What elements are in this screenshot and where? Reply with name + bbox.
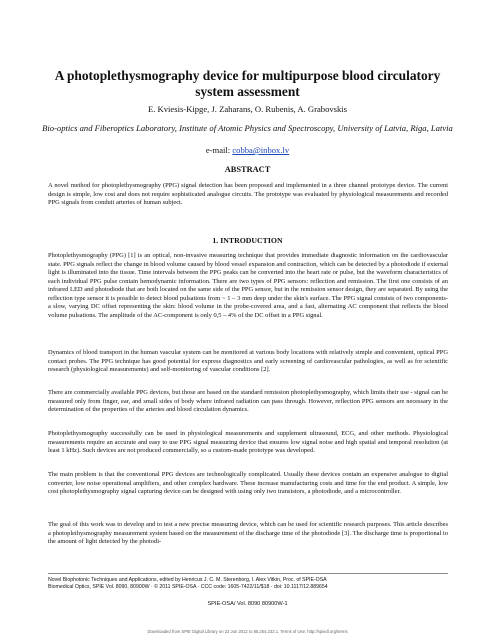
footnote <box>48 577 448 591</box>
paragraph: Photoplethysmography successfully can be used in physiological measurements and supplement ultrasound, ECG, and other methods. Physiological measurements require an accurate and easy to use PPG signal measuring device that ensures low signal noise and high spatial and temporal resolution (at least 1 kHz). Such devices are not produced commercially, so a custom-made prototype was developed. <box>48 430 448 454</box>
footnote-line: Biomedical Optics, SPIE Vol. 8090, 80900W · © 2011 SPIE-OSA · CCC code: 1605-7422/11/$18 · doi: 10.1117/12.889654 <box>48 584 328 590</box>
email-link[interactable]: cobba@inbox.lv <box>232 145 290 155</box>
affiliation: Bio-optics and Fiberoptics Laboratory, Institute of Atomic Physics and Spectroscopy, University of Latvia, Riga, Latvia <box>42 123 453 133</box>
paragraph: The goal of this work was to develop and to test a new precise measuring device, which can be used for scientific research purposes. This article describes a photoplethysmography measurement system based on the measurement of the discharge time of the photodiode [3]. The discharge time is proportional to the amount of light detected by the photodi- <box>48 521 448 545</box>
paragraph: Dynamics of blood transport in the human vascular system can be monitored at various body locations with relatively simple and convenient, optical PPG contact probes. The PPG technique has good potential for express diagnostics and early screening of cardiovascular pathologies, as well as for scientific research (physiological measurements) and self-monitoring of vascular conditions [2]. <box>48 349 448 373</box>
footnote-line: Novel Biophotonic Techniques and Applications, edited by Henricus J. C. M. Sterenborg, I. Alex Vitkin, Proc. of SPIE-OSA <box>48 577 327 583</box>
paragraph: Photoplethysmography (PPG) [1] is an optical, non-invasive measuring technique that provides immediate diagnostic information on the cardiovascular state. PPG signals reflect the change in blood volume caused by blood vessel expansion and contraction, which can be detected by a photodiode if external light is illuminated into the tissue. Time intervals between the PPG peaks can be converted into the heart rate or pulse, but the waveform characteristics of each individual PPG pulse contain hemodynamic information. There are two types of PPG sensors: reflection and remission. The first one consists of an infrared LED and photodiode that are both located on the same side of the PPG sensor, but in the remission sensor design, they are separated. By using the reflection type sensor it is possible to detect blood pulsations from ~ 1 – 3 mm deep under the skin's surface. The PPG signal consists of two components- a slow, varying DC offset representing the skin: blood volume in the probe-covered area, and a fast, alternating AC component that reflects the blood volume pulsations. The amplitude of the AC-component is only 0,5 – 4% of the DC offset in a PPG signal. <box>48 252 448 319</box>
footnote-divider <box>48 573 448 574</box>
section-heading-introduction: 1. INTRODUCTION <box>212 236 283 245</box>
page-number: SPIE-OSA/ Vol. 8090 80900W-1 <box>207 601 288 607</box>
paragraph: There are commercially available PPG devices, but those are based on the standard remission photoplethysmography, which limits their use - signal can be measured only from finger, ear, and small sides of body where infrared radiation can pass through. However, reflection PPG sensors are necessary in the determination of the properties of the arteries and blood circulation dynamics. <box>48 389 448 413</box>
abstract-text: A novel method for photoplethysmography (PPG) signal detection has been proposed and implemented in a three channel prototype device. The current design is simple, low cost and does not require sophisticated analogue circuits. The prototype was evaluated by physiological measurements and recorded PPG signals from conduit arteries of human subject. <box>48 182 448 206</box>
paragraph: The main problem is that the conventional PPG devices are technologically complicated. Usually these devices contain an expensive analogue to digital converter, low noise operational amplifiers, and other complex hardware. These increase manufacturing costs and time for the end product. A simple, low cost photoplethysmography signal capturing device can be designed with using only two transistors, a photodiode, and a microcontroller. <box>48 471 448 495</box>
email-line <box>40 145 455 156</box>
email-label: e-mail: <box>205 145 231 155</box>
paper-title: A photoplethysmography device for multipurpose blood circulatory system assessment <box>54 68 441 99</box>
abstract-heading: ABSTRACT <box>224 165 271 174</box>
download-notice: Downloaded from SPIE Digital Library on 22 Jun 2012 to 85.254.232.1. Terms of Use: http://spiedl.org/terms <box>147 629 348 634</box>
author-list: E. Kviesis-Kipge, J. Zaharans, O. Rubenis, A. Grabovskis <box>147 104 348 114</box>
